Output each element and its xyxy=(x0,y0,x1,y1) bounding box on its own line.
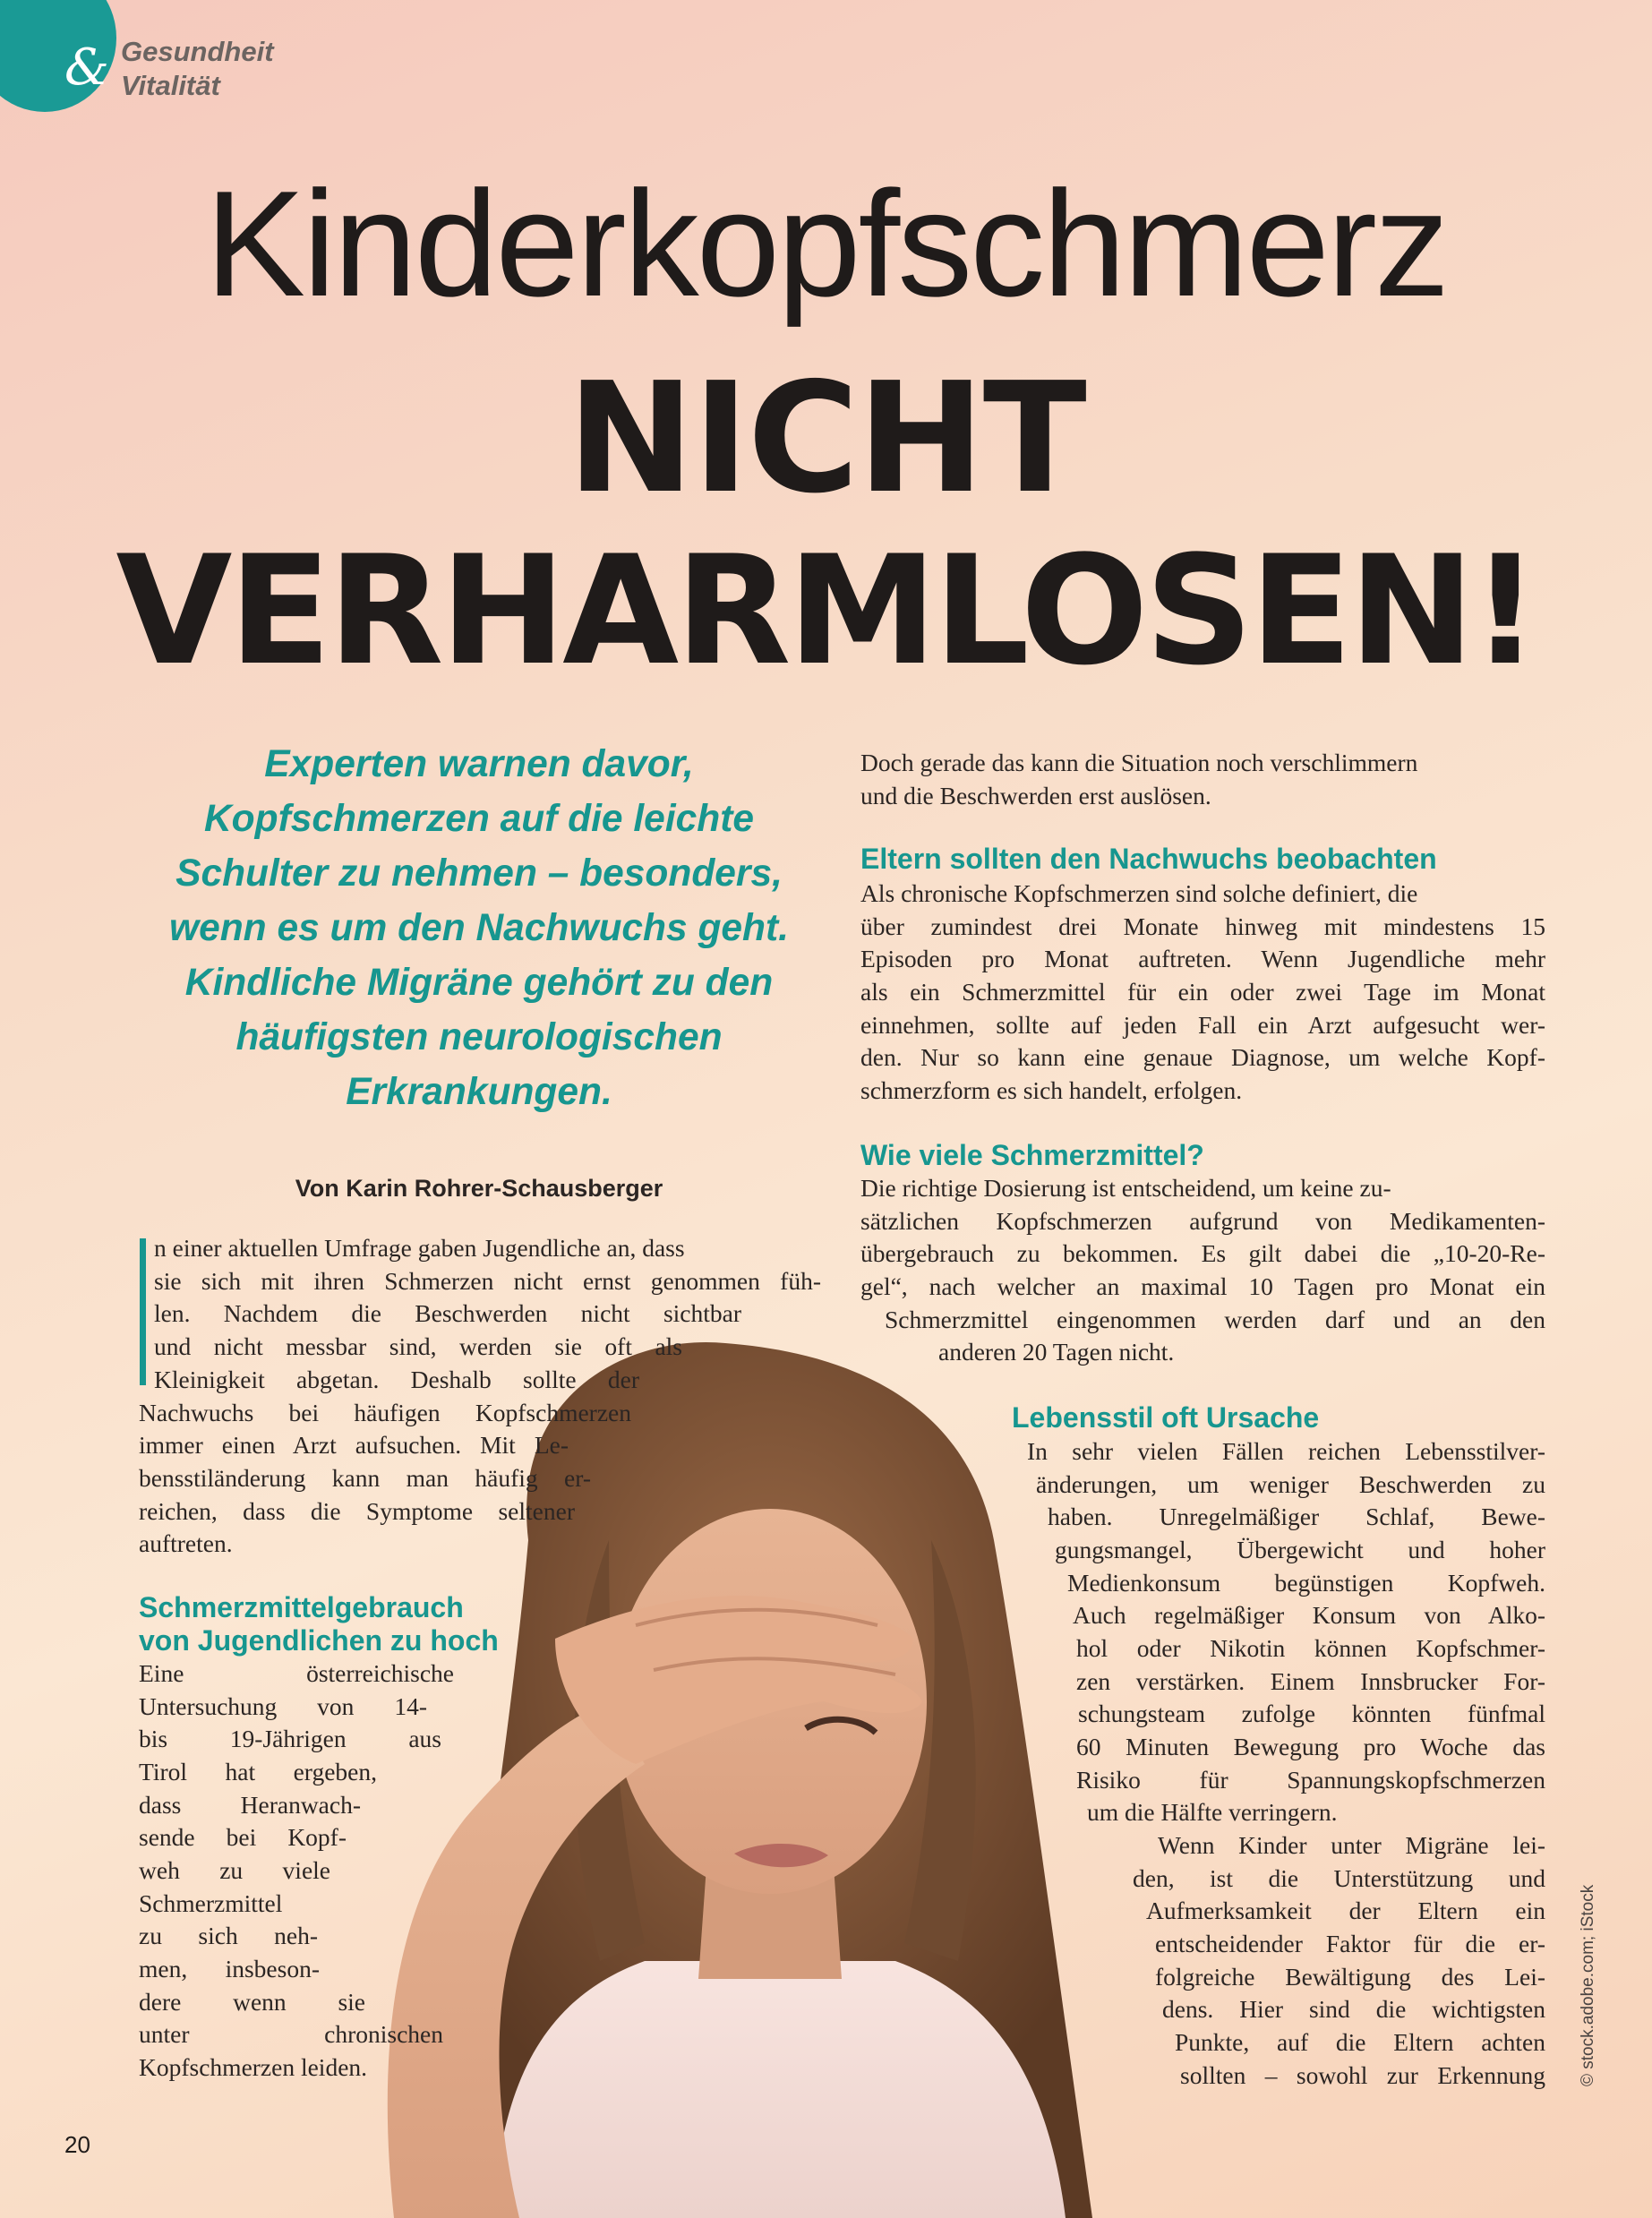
section-1-heading: Schmerzmittelgebrauch xyxy=(139,1591,464,1623)
intro-line: bensstiländerung kann man häufig er- xyxy=(139,1464,591,1492)
section-2-line: Als chronische Kopfschmerzen sind solche definiert, die xyxy=(860,879,1418,907)
section-2-line: schmerzform es sich handelt, erfolgen. xyxy=(860,1076,1243,1104)
section-1-line: Kopfschmerzen leiden. xyxy=(139,2053,368,2081)
intro-line: n einer aktuellen Umfrage gaben Jugendliche an, dass xyxy=(154,1234,685,1262)
section-1-heading: von Jugendlichen zu hoch xyxy=(139,1624,499,1657)
section-4-line: entscheidender Faktor für die er- xyxy=(1155,1930,1545,1957)
section-4-line: haben. Unregelmäßiger Schlaf, Bewe- xyxy=(1048,1503,1545,1530)
section-1-line: zu sich neh- xyxy=(139,1922,318,1949)
intro-line: Nachwuchs bei häufigen Kopfschmerzen xyxy=(139,1399,631,1426)
section-2-line: über zumindest drei Monate hinweg mit mindestens 15 xyxy=(860,912,1545,940)
section-4-line: dens. Hier sind die wichtigsten xyxy=(1162,1995,1545,2023)
drop-cap-bar xyxy=(140,1238,146,1385)
article-lead: Experten warnen davor, Kopfschmerzen auf die leichte Schulter zu nehmen – besonders, wenn es um den Nachwuchs geht. Kindliche Migräne gehört zu den häufigsten neurologischen Erkrankungen. xyxy=(169,743,789,1113)
intro-line: len. Nachdem die Beschwerden nicht sichtbar xyxy=(154,1299,741,1327)
section-2-heading: Eltern sollten den Nachwuchs beobachten xyxy=(860,843,1437,875)
intro-line: und nicht messbar sind, werden sie oft als xyxy=(154,1332,682,1360)
intro-line: reichen, dass die Symptome seltener xyxy=(139,1497,575,1525)
section-3-heading: Wie viele Schmerzmittel? xyxy=(860,1139,1204,1171)
article-headline-line-1: NICHT xyxy=(567,350,1085,527)
intro-line: sie sich mit ihren Schmerzen nicht ernst genommen füh- xyxy=(154,1267,821,1295)
section-2-line: Episoden pro Monat auftreten. Wenn Jugendliche mehr xyxy=(860,945,1545,972)
section-2-line: einnehmen, sollte auf jeden Fall ein Arzt aufgesucht wer- xyxy=(860,1011,1545,1039)
column-2-line: Doch gerade das kann die Situation noch verschlimmern xyxy=(860,749,1418,776)
section-2-line: als ein Schmerzmittel für ein oder zwei Tage im Monat xyxy=(860,978,1545,1006)
section-1-line: unter chronischen xyxy=(139,2020,443,2048)
section-4-line: Aufmerksamkeit der Eltern ein xyxy=(1146,1897,1545,1924)
intro-line: Kleinigkeit abgetan. Deshalb sollte der xyxy=(154,1366,639,1393)
intro-line: auftreten. xyxy=(139,1529,233,1557)
section-4-line: In sehr vielen Fällen reichen Lebensstilver- xyxy=(1027,1437,1545,1465)
column-2-line: und die Beschwerden erst auslösen. xyxy=(860,782,1211,809)
section-1-line: weh zu viele xyxy=(139,1856,330,1884)
section-tag-line-2: Vitalität xyxy=(121,70,220,101)
section-tag-ampersand: & xyxy=(64,39,109,97)
section-2-line: den. Nur so kann eine genaue Diagnose, um welche Kopf- xyxy=(860,1043,1545,1071)
section-4-line: Auch regelmäßiger Konsum von Alko- xyxy=(1073,1601,1545,1629)
section-3-line: übergebrauch zu bekommen. Es gilt dabei die „10-20-Re- xyxy=(860,1239,1545,1267)
section-4-line: schungsteam zufolge könnten fünfmal xyxy=(1078,1700,1545,1727)
section-3-line: Die richtige Dosierung ist entscheidend, um keine zu- xyxy=(860,1174,1391,1202)
section-4-line: Punkte, auf die Eltern achten xyxy=(1175,2028,1545,2056)
section-4-line: zen verstärken. Einem Innsbrucker For- xyxy=(1076,1667,1545,1695)
section-4-line: sollten – sowohl zur Erkennung xyxy=(1180,2061,1545,2089)
section-3-line: Schmerzmittel eingenommen werden darf und an den xyxy=(885,1306,1545,1333)
photo-credit: © stock.adobe.com; iStock xyxy=(1579,1884,1597,2086)
section-1-line: dass Heranwach- xyxy=(139,1791,361,1819)
section-4-line: Risiko für Spannungskopfschmerzen xyxy=(1076,1766,1545,1794)
section-4-line: um die Hälfte verringern. xyxy=(1087,1798,1338,1826)
section-1-line: Tirol hat ergeben, xyxy=(139,1758,377,1786)
section-1-line: Untersuchung von 14- xyxy=(139,1692,427,1720)
section-4-line: Medienkonsum begünstigen Kopfweh. xyxy=(1067,1569,1545,1597)
section-3-line: anderen 20 Tagen nicht. xyxy=(938,1338,1175,1366)
section-tag-line-1: Gesundheit xyxy=(121,36,274,67)
section-1-line: Schmerzmittel xyxy=(139,1889,283,1917)
section-4-line: Wenn Kinder unter Migräne lei- xyxy=(1158,1831,1545,1859)
section-1-line: bis 19-Jährigen aus xyxy=(139,1725,441,1752)
author-byline: Von Karin Rohrer-Schausberger xyxy=(295,1175,663,1202)
page-number: 20 xyxy=(64,2131,90,2158)
section-4-line: gungsmangel, Übergewicht und hoher xyxy=(1055,1536,1545,1563)
section-1-line: sende bei Kopf- xyxy=(139,1823,347,1851)
section-3-line: sätzlichen Kopfschmerzen aufgrund von Medikamenten- xyxy=(860,1207,1545,1235)
section-1-line: Eine österreichische xyxy=(139,1659,454,1687)
section-1-line: dere wenn sie xyxy=(139,1988,365,2016)
article-headline-line-2: VERHARMLOSEN! xyxy=(116,523,1536,698)
article-kicker: Kinderkopfschmerz xyxy=(205,159,1447,328)
intro-line: immer einen Arzt aufsuchen. Mit Le- xyxy=(139,1431,569,1459)
section-4-line: änderungen, um weniger Beschwerden zu xyxy=(1036,1470,1545,1498)
section-4-heading: Lebensstil oft Ursache xyxy=(1012,1401,1320,1434)
section-4-line: hol oder Nikotin können Kopfschmer- xyxy=(1076,1634,1545,1662)
section-4-line: den, ist die Unterstützung und xyxy=(1133,1864,1545,1892)
section-3-line: gel“, nach welcher an maximal 10 Tagen pro Monat ein xyxy=(860,1272,1545,1300)
section-1-line: men, insbeson- xyxy=(139,1955,320,1982)
section-4-line: folgreiche Bewältigung des Lei- xyxy=(1155,1963,1545,1991)
section-4-line: 60 Minuten Bewegung pro Woche das xyxy=(1076,1733,1545,1760)
